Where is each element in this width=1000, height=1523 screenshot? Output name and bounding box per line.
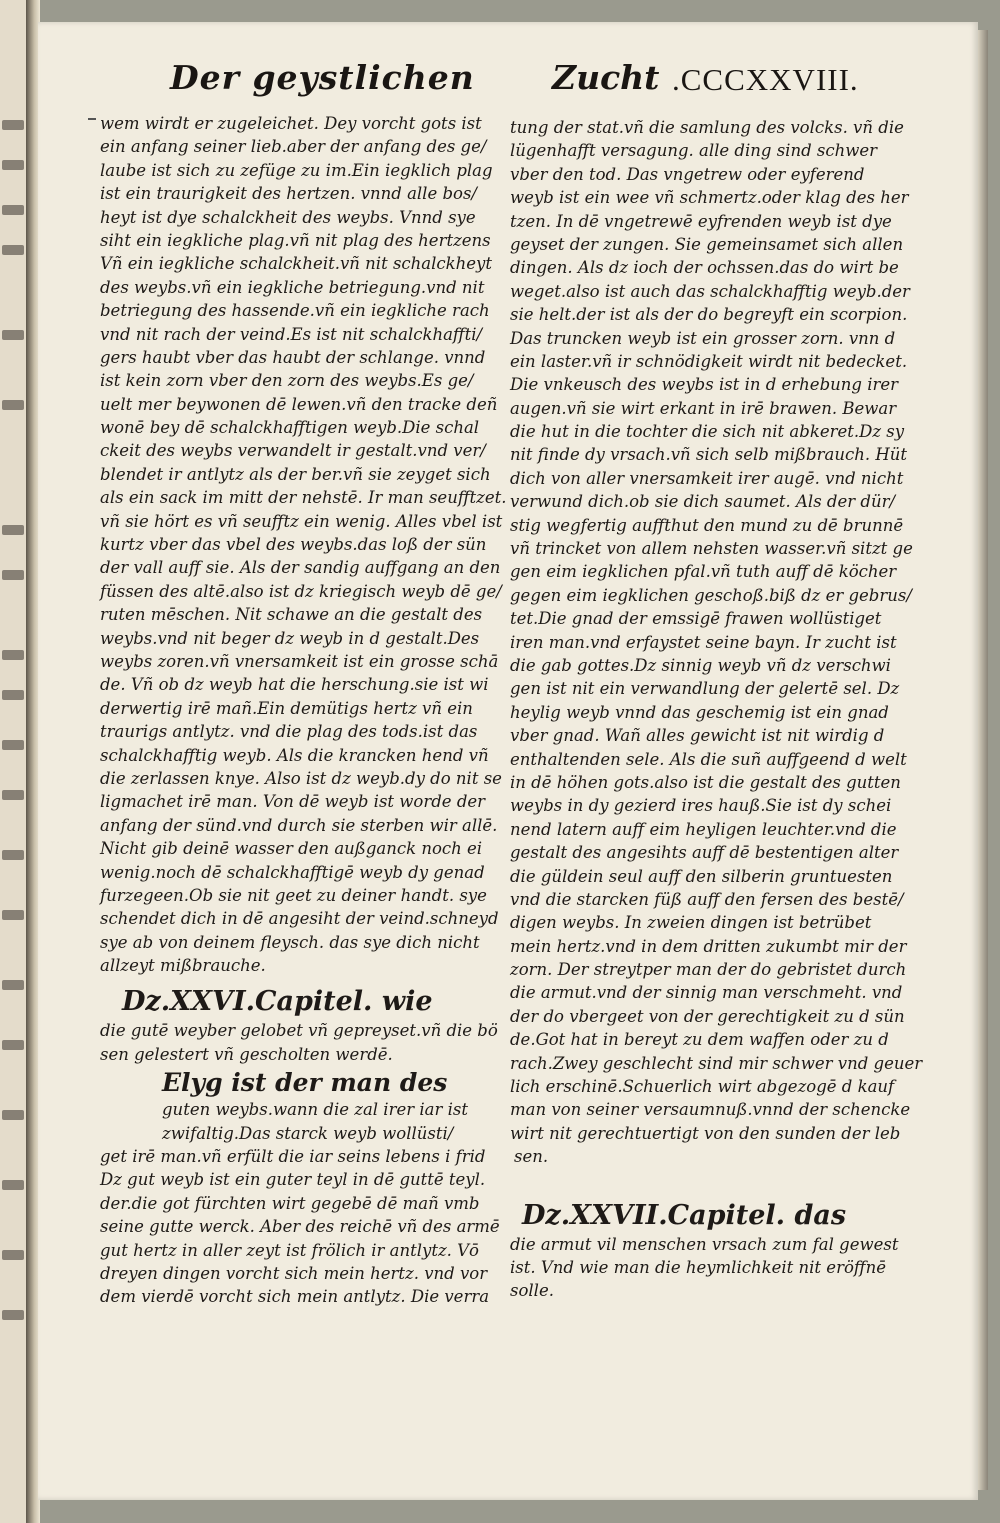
- text-line: wirt nit gerechtuertigt von den sunden der leb: [510, 1123, 901, 1143]
- text-line: wem wirdt er zugeleichet. Dey vorcht gots ist: [100, 114, 482, 133]
- spacer: [510, 1169, 870, 1191]
- text-line: sen.: [514, 1147, 549, 1167]
- text-line: ckeit des weybs verwandelt ir gestalt.vnd ver/: [100, 441, 486, 461]
- text-line: siht ein iegkliche plag.vñ nit plag des hertzens: [100, 230, 491, 250]
- text-line: des weybs.vñ ein iegkliche betriegung.vnd nit: [100, 277, 485, 297]
- text-line: kurtz vber das vbel des weybs.das loß der sün: [100, 535, 487, 555]
- text-line: weget.also ist auch das schalckhafftig weyb.der: [510, 281, 910, 301]
- text-line: Das truncken weyb ist ein grosser zorn. vnn d: [510, 328, 896, 348]
- text-line: weyb ist ein wee vñ schmertz.oder klag des her: [510, 188, 909, 208]
- chapter-summary-line: die gutē weyber gelobet vñ gepreyset.vñ die bö: [100, 1021, 498, 1041]
- text-line: ist kein zorn vber den zorn des weybs.Es ge/: [100, 371, 474, 391]
- chapter-heading: Dz.XXVII.Capitel. das: [522, 1199, 847, 1231]
- text-line: dreyen dingen vorcht sich mein hertz. vnd vor: [100, 1263, 488, 1283]
- left-column: [100, 112, 507, 1309]
- text-line: derwertig irē mañ.Ein demütigs hertz vñ ein: [100, 698, 473, 718]
- text-line: rach.Zwey geschlecht sind mir schwer vnd geuer: [510, 1053, 923, 1073]
- text-line: die hut in die tochter die sich nit abkeret.Dz sy: [510, 422, 905, 442]
- text-line: tet.Die gnad der emssigē frawen wollüstiget: [510, 609, 882, 629]
- text-line: vnd die starcken füß auff den fersen des bestē/: [510, 889, 904, 909]
- chapter-heading: Dz.XXVI.Capitel. wie: [122, 986, 433, 1018]
- chapter-summary-line: die armut vil menschen vrsach zum fal gewest: [510, 1234, 899, 1254]
- text-line: Dz gut weyb ist ein guter teyl in dē guttē teyl.: [100, 1170, 486, 1190]
- text-line: nend latern auff eim heyligen leuchter.vnd die: [510, 819, 897, 839]
- margin-mark: [88, 118, 96, 120]
- text-line: gen eim iegklichen pfal.vñ tuth auff dē köcher: [510, 562, 897, 582]
- text-line: uelt mer beywonen dē lewen.vñ den tracke deñ: [100, 394, 498, 414]
- text-line: sie helt.der ist als der do begreyft ein scorpion.: [510, 305, 908, 325]
- text-line: in dē höhen gots.also ist die gestalt des gutten: [510, 772, 901, 792]
- text-line: ligmachet irē man. Von dē weyb ist worde der: [100, 792, 486, 812]
- text-line: verwund dich.ob sie dich saumet. Als der dür/: [510, 492, 896, 512]
- text-line: die armut.vnd der sinnig man verschmeht. vnd: [510, 983, 903, 1003]
- text-line: lügenhafft versagung. alle ding sind schwer: [510, 141, 877, 161]
- running-head-right: Zucht: [552, 58, 660, 97]
- text-line: zorn. Der streytper man der do gebristet durch: [510, 960, 907, 980]
- text-line: die güldein seul auff den silberin gruntuesten: [510, 866, 893, 886]
- text-line: schendet dich in dē angesiht der veind.schneyd: [100, 909, 499, 929]
- text-line: de. Vñ ob dz weyb hat die herschung.sie ist wi: [100, 675, 489, 695]
- text-line: traurigs antlytz. vnd die plag des tods.ist das: [100, 722, 478, 742]
- text-line: tung der stat.vñ die samlung des volcks. vñ die: [510, 118, 904, 137]
- text-line: weybs.vnd nit beger dz weyb in d gestalt.Des: [100, 628, 480, 648]
- text-line: man von seiner versaumnuß.vnnd der schencke: [510, 1100, 911, 1120]
- text-line: vnd nit rach der veind.Es ist nit schalckhaffti/: [100, 324, 483, 344]
- text-line: geyset der zungen. Sie gemeinsamet sich allen: [510, 234, 904, 254]
- text-line: die gab gottes.Dz sinnig weyb vñ dz verschwi: [510, 655, 891, 675]
- initial-line: Elyg ist der man des: [162, 1068, 448, 1098]
- text-line: seine gutte werck. Aber des reichē vñ des armē: [100, 1217, 500, 1237]
- text-line: furzegeen.Ob sie nit geet zu deiner handt. sye: [100, 885, 487, 905]
- text-line: digen weybs. In zweien dingen ist betrübet: [510, 913, 872, 933]
- text-line: gers haubt vber das haubt der schlange. vnnd: [100, 347, 486, 367]
- text-line: nit finde dy vrsach.vñ sich selb mißbrauch. Hüt: [510, 445, 907, 465]
- text-line: gestalt des angesihts auff dē bestentigen alter: [510, 843, 899, 863]
- text-line: blendet ir antlytz als der ber.vñ sie zeyget sich: [100, 464, 491, 484]
- text-line: wenig.noch dē schalckhafftigē weyb dy genad: [100, 862, 485, 882]
- text-line: Nicht gib deinē wasser den außganck noch ei: [100, 839, 483, 859]
- text-line: zwifaltig.Das starck weyb wollüsti/: [162, 1123, 454, 1143]
- text-line: allzeyt mißbrauche.: [100, 956, 266, 976]
- text-line: guten weybs.wann die zal irer iar ist: [162, 1100, 468, 1120]
- text-line: heylig weyb vnnd das geschemig ist ein gnad: [510, 702, 889, 722]
- text-line: anfang der sünd.vnd durch sie sterben wir allē.: [100, 815, 498, 835]
- text-line: stig wegfertig auffthut den mund zu dē brunnē: [510, 515, 904, 535]
- text-line: betriegung des hassende.vñ ein iegkliche rach: [100, 301, 490, 321]
- text-line: der do vbergeet von der gerechtigkeit zu d sün: [510, 1006, 905, 1026]
- chapter-summary-line: solle.: [510, 1281, 554, 1301]
- right-column: [510, 116, 923, 1303]
- text-line: ist ein traurigkeit des hertzen. vnnd alle bos/: [100, 184, 477, 204]
- text-line: die zerlassen knye. Also ist dz weyb.dy do nit se: [100, 768, 502, 788]
- text-line: augen.vñ sie wirt erkant in irē brawen. Bewar: [510, 398, 897, 418]
- text-line: tzen. In dē vngetrewē eyfrenden weyb ist dye: [510, 211, 892, 231]
- text-line: Die vnkeusch des weybs ist in d erhebung irer: [510, 375, 899, 395]
- text-line: vber gnad. Wañ alles gewicht ist nit wirdig d: [510, 726, 885, 746]
- text-line: weybs zoren.vñ vnersamkeit ist ein grosse schā: [100, 651, 499, 671]
- text-line: dingen. Als dz ioch der ochssen.das do wirt be: [510, 258, 899, 278]
- text-line: wonē bey dē schalckhafftigen weyb.Die schal: [100, 418, 480, 438]
- text-line: lich erschinē.Schuerlich wirt abgezogē d kauf: [510, 1077, 895, 1097]
- chapter-summary-line: sen gelestert vñ gescholten werdē.: [100, 1044, 393, 1064]
- text-line: vber den tod. Das vngetrew oder eyferend: [510, 164, 865, 184]
- text-line: ruten mēschen. Nit schawe an die gestalt des: [100, 605, 483, 625]
- text-line: dich von aller vnersamkeit irer augē. vnd nicht: [510, 468, 904, 488]
- text-line: als ein sack im mitt der nehstē. Ir man seufftzet.: [100, 488, 507, 508]
- text-line: laube ist sich zu zefüge zu im.Ein iegklich plag: [100, 160, 493, 180]
- facing-page-edge: [0, 0, 28, 1523]
- folio-number: .CCCXXVIII.: [672, 62, 859, 97]
- text-line: de.Got hat in bereyt zu dem waffen oder zu d: [510, 1030, 889, 1050]
- text-line: gegen eim iegklichen geschoß.biß dz er gebrus/: [510, 585, 912, 605]
- text-line: get irē man.vñ erfült die iar seins lebens i frid: [100, 1147, 486, 1167]
- text-line: schalckhafftig weyb. Als die krancken hend vñ: [100, 745, 489, 765]
- text-line: dem vierdē vorcht sich mein antlytz. Die verra: [100, 1287, 490, 1307]
- page-edge-shadow: [978, 30, 988, 1490]
- running-head-left: Der geystlichen: [170, 58, 475, 97]
- text-line: sye ab von deinem fleysch. das sye dich nicht: [100, 932, 480, 952]
- chapter-summary-line: ist. Vnd wie man die heymlichkeit nit eröffnē: [510, 1257, 886, 1277]
- text-line: ein laster.vñ ir schnödigkeit wirdt nit bedecket.: [510, 351, 908, 371]
- text-line: der vall auff sie. Als der sandig auffgang an den: [100, 558, 501, 578]
- text-line: vñ sie hört es vñ seufftz ein wenig. Alles vbel ist: [100, 511, 503, 531]
- text-line: ein anfang seiner lieb.aber der anfang des ge/: [100, 137, 487, 157]
- text-line: der.die got fürchten wirt gegebē dē mañ vmb: [100, 1193, 480, 1213]
- text-line: iren man.vnd erfaystet seine bayn. Ir zucht ist: [510, 632, 897, 652]
- text-line: gut hertz in aller zeyt ist frölich ir antlytz. Vō: [100, 1240, 479, 1260]
- text-line: weybs in dy gezierd ires hauß.Sie ist dy schei: [510, 796, 892, 816]
- text-line: vñ trincket von allem nehsten wasser.vñ sitzt ge: [510, 539, 913, 559]
- text-line: Vñ ein iegkliche schalckheit.vñ nit schalckheyt: [100, 254, 492, 274]
- text-line: heyt ist dye schalckheit des weybs. Vnnd sye: [100, 207, 476, 227]
- text-line: enthaltenden sele. Als die suñ auffgeend d welt: [510, 749, 907, 769]
- text-line: gen ist nit ein verwandlung der gelertē sel. Dz: [510, 679, 900, 699]
- text-line: mein hertz.vnd in dem dritten zukumbt mir der: [510, 936, 907, 956]
- text-line: füssen des altē.also ist dz kriegisch weyb dē ge/: [100, 581, 502, 601]
